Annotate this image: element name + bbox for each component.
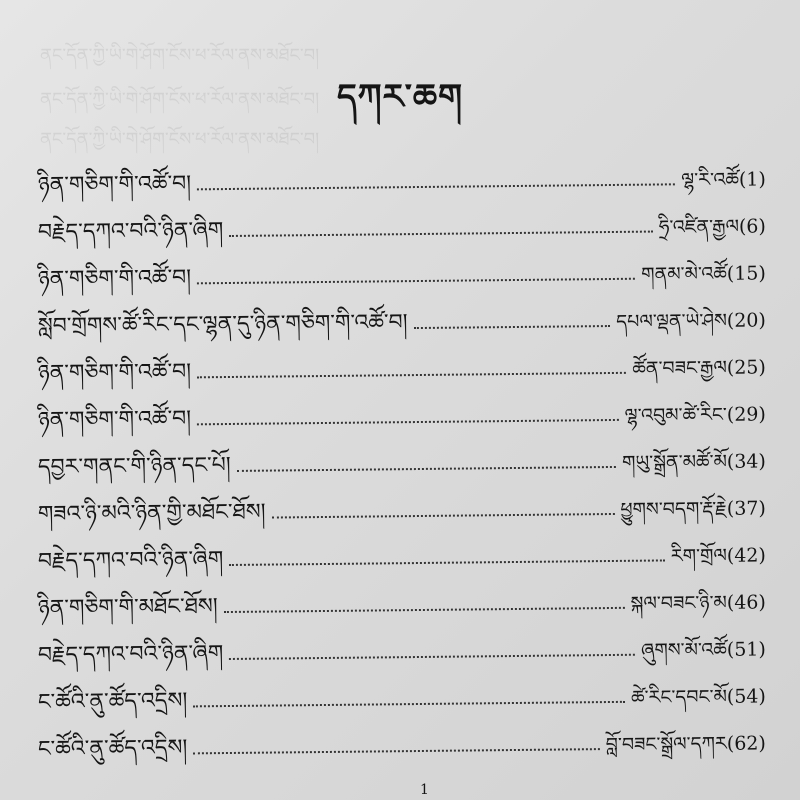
toc-entry-author: ལྷ་འབུམ་ཚེ་རིང་ — [624, 403, 727, 427]
toc-entry-page: (20) — [726, 309, 766, 332]
toc-entry-author: ཞུགས་མོ་འཚོ — [640, 638, 727, 662]
dot-leader — [197, 419, 618, 425]
dot-leader — [193, 748, 599, 754]
toc-entry-title: ཉིན་གཅིག་གི་འཚོ་བ། — [37, 171, 192, 198]
page-title: དཀར་ཆག — [336, 77, 464, 117]
toc-entry-author: རིག་གྲོལ — [670, 544, 727, 568]
toc-entry-page: (46) — [726, 591, 766, 614]
toc-entry-title: སློབ་གྲོགས་ཚོ་རིང་དང་ལྷན་དུ་ཉིན་གཅིག་གི་འཚོ་བ། — [37, 310, 408, 339]
toc-entry-title: བརྗེད་དཀའ་བའི་ཉིན་ཞིག — [37, 218, 224, 245]
toc-entry-page: (29) — [726, 403, 766, 426]
toc-entry-page: (15) — [726, 262, 766, 285]
dot-leader — [229, 654, 635, 660]
toc-entry-page: (25) — [726, 356, 766, 379]
toc-entry-title: ཉིན་གཅིག་གི་འཚོ་བ། — [37, 406, 192, 433]
dot-leader — [197, 278, 635, 285]
toc-entry-title: ཉིན་གཅིག་གི་འཚོ་བ། — [37, 359, 192, 386]
toc-entry-title: བརྗེད་དཀའ་བའི་ཉིན་ཞིག — [37, 641, 224, 668]
toc-entry — [38, 283, 766, 338]
toc-entry-author: གནམ་མེ་འཚོ — [641, 262, 727, 286]
toc-entry-author: ཧྲི་འཛིན་རྒྱལ — [658, 215, 740, 239]
dot-leader — [229, 559, 665, 566]
toc-entry-title: བརྗེད་དཀའ་བའི་ཉིན་ཞིག — [37, 547, 224, 574]
toc-entry — [38, 659, 766, 714]
toc-entry-page: (42) — [726, 544, 766, 567]
bleed-through-text: ནང་དོན་ཀྱི་ཡི་གེ་ཤོག་ངོས་ཕ་རོལ་ནས་མཐོང་བ། — [40, 45, 320, 66]
dot-leader — [414, 325, 611, 329]
page-number: 1 — [420, 782, 429, 798]
toc-entry-author: ལྷ་རི་འཚོ — [681, 168, 740, 192]
toc-entry — [38, 471, 766, 526]
toc-entry-author: ཕྱུགས་བདག་རྡོ་རྗེ — [620, 497, 727, 521]
toc-entry — [38, 424, 766, 479]
dot-leader — [229, 231, 652, 237]
toc-entry — [38, 236, 766, 291]
toc-entry-page: (6) — [738, 215, 766, 238]
table-of-contents — [38, 150, 766, 761]
toc-entry-author: བློ་བཟང་སྒྲོལ་དཀར — [605, 732, 727, 757]
toc-entry-page: (1) — [738, 168, 766, 191]
toc-entry — [38, 142, 766, 197]
toc-entry — [38, 706, 766, 761]
dot-leader — [272, 513, 615, 519]
toc-entry — [38, 330, 766, 385]
toc-entry-title: ཉིན་གཅིག་གི་མཐོང་ཐོས། — [37, 594, 218, 621]
toc-entry — [38, 565, 766, 620]
toc-entry-page: (62) — [726, 732, 766, 755]
bleed-through-text: ནང་དོན་ཀྱི་ཡི་གེ་ཤོག་ངོས་ཕ་རོལ་ནས་མཐོང་བ། — [40, 129, 320, 150]
toc-entry-page: (37) — [726, 497, 766, 520]
toc-entry-page: (51) — [726, 638, 766, 661]
bleed-through-text: ནང་དོན་ཀྱི་ཡི་གེ་ཤོག་ངོས་ཕ་རོལ་ནས་མཐོང་བ། — [40, 89, 320, 110]
toc-entry-author: སྐལ་བཟང་ཉི་མ — [630, 591, 727, 615]
toc-entry-title: དབྱར་གནང་གི་ཉིན་དང་པོ། — [37, 452, 231, 480]
dot-leader — [224, 607, 625, 613]
toc-entry — [38, 189, 766, 244]
toc-entry-title: ང་ཚོའི་ནུ་ཚོད་འདྲིས། — [37, 688, 188, 715]
toc-entry-page: (54) — [726, 685, 766, 708]
toc-entry-page: (34) — [726, 450, 766, 473]
toc-entry-author: དཔལ་ལྡན་ཡེ་ཤེས — [616, 309, 727, 333]
dot-leader — [193, 701, 625, 708]
dot-leader — [237, 466, 616, 472]
toc-entry-author: གཡུ་སྒྲོན་མཚོ་མོ — [621, 450, 727, 474]
dot-leader — [197, 372, 626, 378]
toc-entry — [38, 377, 766, 432]
toc-entry — [38, 518, 766, 573]
toc-entry — [38, 612, 766, 667]
toc-entry-author: ཚེ་རིང་དབང་མོ — [630, 685, 727, 709]
dot-leader — [197, 183, 675, 190]
toc-entry-title: ཉིན་གཅིག་གི་འཚོ་བ། — [37, 265, 192, 292]
toc-entry-title: ང་ཚོའི་ནུ་ཚོད་འདྲིས། — [37, 735, 188, 762]
toc-entry-author: ཚོན་བཟང་རྒྱལ — [632, 356, 727, 380]
toc-entry-title: གཟའ་ཉི་མའི་ཉིན་གྱི་མཐོང་ཐོས། — [37, 499, 266, 527]
